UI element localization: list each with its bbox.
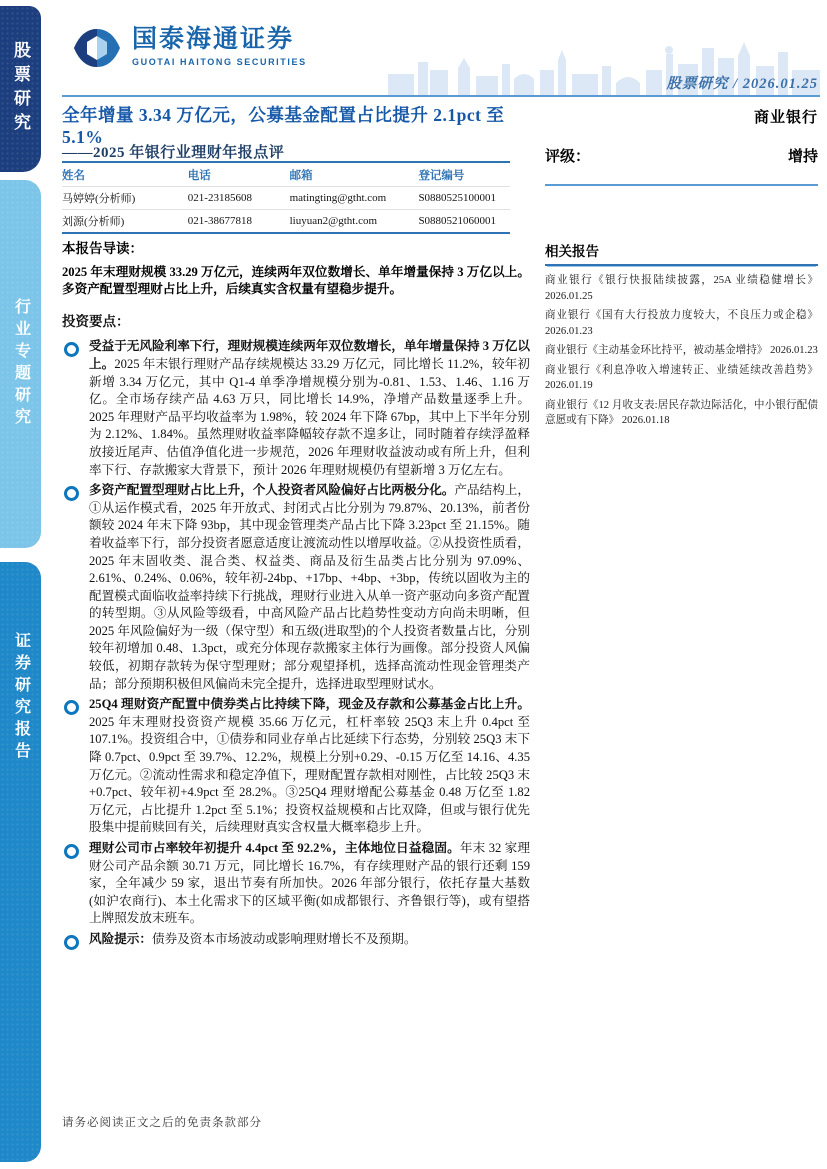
table-row [62,210,510,234]
brand-logo [72,26,307,70]
report-subtitle: ——2025 年银行业理财年报点评 [62,145,285,161]
related-report-title[interactable]: 商业银行《国有大行投放力度较大，不良压力或企稳》 [545,310,818,321]
brand-name-cn: 国泰海通证券 [132,25,295,53]
related-report-date: 2026.01.19 [545,380,593,391]
related-report-date: 2026.01.23 [770,345,818,356]
header-divider [62,95,820,97]
list-item [62,840,530,928]
analyst-reg: S0880521060001 [418,210,510,234]
analyst-table-header [62,162,510,187]
col-name: 姓名 [62,170,85,182]
bullet-lead: 理财公司市占率较年初提升 4.4pct 至 92.2%，主体地位日益稳固。 [89,841,460,855]
bullet-icon [64,700,79,715]
report-title: 全年增量 3.34 万亿元，公募基金配置占比提升 2.1pct 至 5.1% [62,105,505,147]
bullet-lead: 多资产配置型理财占比上升，个人投资者风险偏好占比两极分化。 [89,483,455,498]
related-report-title[interactable]: 商业银行《利息净收入增速转正、业绩延续改善趋势》 [545,364,818,376]
analyst-reg: S0880525100001 [418,187,510,210]
analyst-phone: 021-38677818 [188,210,290,234]
sidebar-label: 证券研究报告 [12,632,30,764]
sidebar-label: 行业专题研究 [12,298,30,430]
col-reg: 登记编号 [418,170,465,182]
rating-divider [545,184,818,186]
related-report-link[interactable] [545,343,818,359]
bullet-lead: 25Q4 理财资产配置中债券类占比持续下降，现金及存款和公募基金占比上升。 [89,697,530,712]
rating-label: 评级： [545,149,591,165]
analyst-name: 刘源(分析师) [62,210,188,234]
related-report-link[interactable] [545,273,818,304]
related-report-link[interactable] [545,363,818,394]
sidebar-label: 股票研究 [11,41,30,137]
disclaimer-note: 请务必阅读正文之后的免责条款部分 [62,1117,262,1129]
related-report-date: 2026.01.18 [621,415,670,426]
list-item [62,482,530,693]
analyst-name: 马婷婷(分析师) [62,187,188,210]
brand-name-en: GUOTAI HAITONG SECURITIES [132,56,307,67]
col-phone: 电话 [187,170,211,182]
header-date: 2026.01.25 [742,76,818,92]
header-category: 股票研究 [666,76,729,92]
sidebar-section-stock-research [0,6,41,172]
rating-value: 增持 [787,149,818,165]
related-report-date: 2026.01.25 [545,290,593,302]
related-report-title[interactable]: 商业银行《主动基金环比持平，被动基金增持》 [545,345,768,356]
bullet-body: 债券及资本市场波动或影响理财增长不及预期。 [151,931,417,946]
brand-logo-icon [72,26,122,70]
points-heading: 投资要点： [62,313,130,329]
header-category-date [518,72,818,93]
table-row [62,187,510,210]
list-item [62,338,530,479]
bullet-body: 2025 年末理财投资资产规模 35.66 万亿元，杠杆率较 25Q3 末上升 0.4pct 至 107.1%。投资组合中，①债券和同业存单占比延续下行态势，分别较 25Q3 末下降 0.7pct、0.9pct 至 39.7%、12.2%，规模上分别+0.29、-0.15 万亿至 14.16、4.35 万亿元。②流动性需求和稳定净值下，理财配置存款相对刚性，占比较 25Q3 末+0.7pct、较年初+4.9pct 至 28.2%。③25Q4 理财增配公募基金 0.48 万亿至 1.82 万亿元，占比提升 1.2pct 至 5.1%；投资权益规模和占比双降，但或与银行优先股集中提前赎回有关，后续理财真实含权量大概率稳步上升。 [89,714,530,835]
bullet-icon [64,935,79,950]
related-report-link[interactable] [545,308,818,339]
header-separator: / [733,76,739,92]
industry-label: 商业银行 [753,110,818,126]
analyst-table [62,161,510,234]
sidebar-section-securities-report [0,562,41,1162]
analyst-email: liuyuan2@gtht.com [290,210,419,234]
related-report-link[interactable] [545,398,818,429]
main-content [62,240,530,953]
rating-row [545,145,818,166]
overview-text: 2025 年末理财规模 33.29 万亿元，连续两年双位数增长、单年增量保持 3 万亿以上。多资产配置型理财占比上升，后续真实含权量有望稳步提升。 [62,264,530,297]
related-report-title[interactable]: 商业银行《银行快报陆续披露，25A 业绩稳健增长》 [545,275,818,286]
related-reports-heading: 相关报告 [545,240,818,266]
related-report-date: 2026.01.23 [545,325,593,337]
list-item [62,931,530,950]
bullet-icon [64,486,79,501]
list-item [62,696,530,837]
bullet-icon [64,844,79,859]
related-report-title[interactable]: 商业银行《12 月收支表:居民存款边际活化，中小银行配债意愿或有下降》 [545,399,818,426]
sidebar-section-industry-topic [0,180,41,548]
analyst-phone: 021-23185608 [188,187,290,210]
bullet-lead: 风险提示： [89,931,152,946]
overview-heading: 本报告导读： [62,241,143,256]
related-reports-panel [545,240,818,433]
analyst-email: matingting@gtht.com [290,187,419,210]
bullet-body: 产品结构上，①从运作模式看，2025 年开放式、封闭式占比分别为 79.87%、20.13%，前者份额较 2024 年末下降 93bp，其中现金管理类产品占比下降 3.23pct 至 21.15%。随着收益率下行，部分投资者愿意适度让渡流动性以增厚收益。②从投资性质看，2025 年末固收类、混合类、权益类、商品及衍生品类占比分别为 97.09%、2.61%、0.24%、0.06%，较年初-24bp、+17bp、+4bp、+3bp，传统以固收为主的配置模式面临收益率持续下行挑战，理财行业进入从单一资产驱动向多资产配置的转型期。③从风险等级看，中高风险产品占比趋势性变动方向尚未明晰，但 2025 年风险偏好为一级（保守型）和五级(进取型)的个人投资者数量占比，分别较年初增加 0.48、1.3pct，或充分体现存款搬家主体行为画像。部分投资人风偏较低，初期存款转为保守型理财；部分观望择机，选择高流动性现金管理类产品；部分预期积极但风偏尚未完全提升，选择进取型理财试水。 [89,483,531,691]
bullet-body: 年末 32 家理财公司产品余额 30.71 万元，同比增长 16.7%，有存续理财产品的银行还剩 159 家，全年减少 59 家，退出节奏有所加快。2026 年部分银行，依托存量大基数(如沪农商行)、本土化需求下的区域平衡(如成都银行、齐鲁银行等)，或有望搭上牌照发放末班车。 [89,841,531,926]
bullet-icon [64,342,79,357]
bullet-lead: 受益于无风险利率下行，理财规模连续两年双位数增长，单年增量保持 3 万亿以上。 [89,339,530,371]
col-email: 邮箱 [289,170,313,182]
bullet-body: 2025 年末银行理财产品存续规模达 33.29 万亿元，同比增长 11.2%，较年初新增 3.34 万亿元，其中 Q1-4 单季净增规模分别为-0.81、1.53、1.46、1.16 万亿。全市场存续产品 4.63 万只，同比增长 14.9%，净增产品数量逐季上升。2025 年理财产品平均收益率为 1.98%，较 2024 年下降 67bp，其中上下半年分别为 2.12%、1.84%。虽然理财收益率降幅较存款不遑多让，同时随着存续浮盈释放接近尾声、估值净值化进一步规范，2026 年理财收益波动或有所上升，但利率下行、存款搬家大背景下，预计 2026 年理财规模仍有望新增 3 万亿左右。 [89,356,530,477]
